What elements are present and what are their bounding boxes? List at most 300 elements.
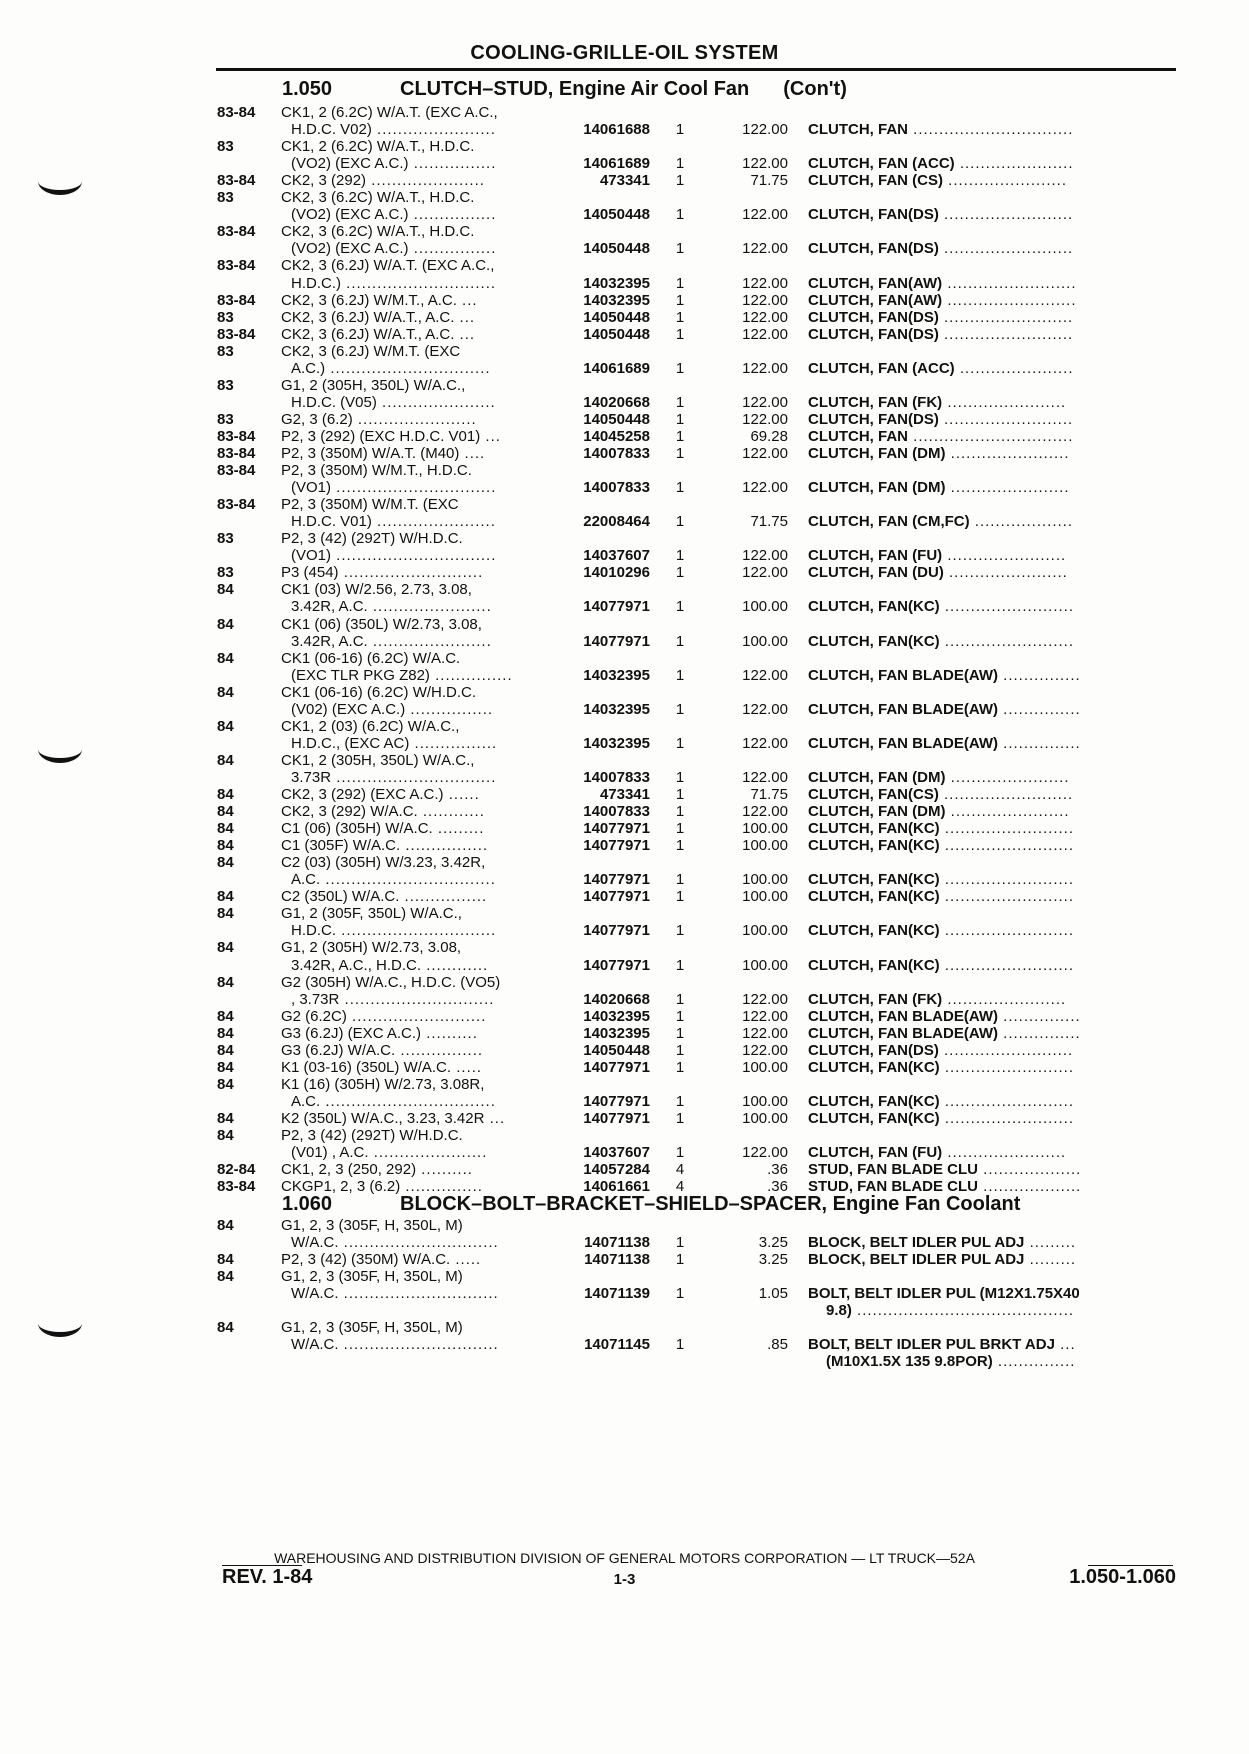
application	[281, 752, 474, 769]
price: 122.00	[742, 206, 788, 224]
price: 122.00	[742, 803, 788, 821]
model-year: 84	[217, 1024, 234, 1042]
description	[808, 701, 1081, 718]
description	[808, 121, 1073, 138]
leader-dots: ...................	[969, 513, 1073, 531]
application	[281, 939, 461, 956]
model-year: 83	[217, 308, 234, 326]
application	[291, 547, 496, 564]
leader-dots: ...............................	[331, 768, 497, 786]
application	[281, 1127, 463, 1144]
leader-dots: ...	[456, 291, 478, 309]
application	[291, 633, 492, 650]
description	[808, 1285, 1080, 1302]
description	[826, 1353, 1075, 1370]
application	[281, 1076, 484, 1093]
model-year: 83-84	[217, 223, 256, 241]
application-text: CK1, 2 (305H, 350L) W/A.C.,	[281, 751, 475, 769]
description-text: CLUTCH, FAN(DS)	[808, 410, 939, 428]
description-text: CLUTCH, FAN	[808, 121, 908, 139]
application-text: CK1 (06) (350L) W/2.73, 3.08,	[281, 615, 482, 633]
description-text: CLUTCH, FAN (ACC)	[808, 359, 955, 377]
leader-dots: ...	[454, 325, 476, 343]
quantity: 1	[675, 291, 685, 309]
model-year: 84	[217, 1217, 234, 1234]
footer-division-text: WAREHOUSING AND DISTRIBUTION DIVISION OF GENERAL MOTORS CORPORATION — LT TRUCK—52A	[274, 1550, 975, 1566]
leader-dots: ................	[399, 888, 488, 906]
quantity: 1	[675, 155, 685, 173]
application	[281, 1025, 478, 1042]
leader-dots: .........................	[938, 325, 1074, 343]
quantity: 1	[675, 803, 685, 821]
application-text: 3.42R, A.C.	[291, 598, 368, 616]
description	[808, 667, 1081, 684]
description	[808, 309, 1073, 326]
leader-dots: ..........	[416, 1161, 473, 1179]
quantity: 1	[675, 871, 685, 889]
description	[808, 1144, 1066, 1161]
leader-dots: .......................	[945, 479, 1070, 497]
application	[291, 1234, 499, 1251]
part-number: 14077971	[583, 820, 650, 838]
leader-dots: ......	[443, 786, 480, 803]
application-text: G1, 2 (305F, 350L) W/A.C.,	[281, 905, 462, 923]
application-text: P2, 3 (292) (EXC H.D.C. V01)	[281, 427, 481, 445]
leader-dots: ...	[480, 427, 501, 445]
leader-dots: ..............................	[338, 1234, 499, 1252]
application	[281, 1059, 482, 1076]
part-number: 22008464	[583, 513, 650, 531]
description	[808, 445, 1070, 462]
quantity: 1	[675, 598, 685, 616]
description	[808, 837, 1074, 854]
description-text: CLUTCH, FAN (ACC)	[808, 155, 955, 173]
model-year: 84	[217, 1109, 234, 1127]
leader-dots: ...............................	[908, 121, 1074, 139]
leader-dots: .........................	[938, 206, 1074, 224]
leader-dots: .............................	[341, 274, 497, 292]
application	[281, 530, 463, 547]
application	[291, 121, 496, 138]
part-number: 14007833	[583, 768, 650, 786]
description-text: CLUTCH, FAN BLADE(AW)	[808, 734, 998, 752]
price: 100.00	[742, 1092, 788, 1110]
application-text: H.D.C.	[291, 922, 336, 940]
quantity: 1	[675, 1144, 685, 1162]
price: 122.00	[742, 1007, 788, 1025]
quantity: 1	[675, 632, 685, 650]
description-text: BLOCK, BELT IDLER PUL ADJ	[808, 1234, 1025, 1252]
description	[808, 1161, 1081, 1178]
application-text: H.D.C., (EXC AC)	[291, 734, 410, 752]
application	[281, 974, 500, 991]
application-text: H.D.C. V01)	[291, 513, 372, 531]
quantity: 4	[675, 1178, 685, 1196]
leader-dots: .................................	[320, 871, 496, 889]
model-year: 83	[217, 564, 234, 582]
description-text: CLUTCH, FAN (CM,FC)	[808, 513, 970, 531]
description	[808, 1110, 1074, 1127]
application-text: CK2, 3 (6.2J) W/A.T., A.C.	[281, 308, 455, 326]
leader-dots: .......................	[352, 410, 477, 428]
leader-dots: .........................	[939, 1092, 1075, 1110]
description-text: STUD, FAN BLADE CLU	[808, 1178, 978, 1196]
leader-dots: ...	[1054, 1336, 1076, 1354]
section-heading	[282, 78, 847, 101]
part-number: 14077971	[583, 1109, 650, 1127]
leader-dots: .........................	[938, 1041, 1074, 1059]
description	[808, 1234, 1076, 1251]
model-year: 83	[217, 530, 234, 548]
leader-dots: .........................	[939, 922, 1075, 940]
application	[291, 667, 513, 684]
leader-dots: ......................	[954, 359, 1074, 377]
application	[281, 616, 482, 633]
leader-dots: ...............................	[331, 479, 497, 497]
application-text: C1 (06) (305H) W/A.C.	[281, 820, 433, 838]
application	[281, 343, 460, 360]
application-text: (V01) , A.C.	[291, 1144, 369, 1162]
application	[291, 735, 497, 752]
application	[281, 684, 476, 701]
application-text: G1, 2 (305H) W/2.73, 3.08,	[281, 939, 462, 957]
description	[808, 871, 1074, 888]
application	[291, 957, 488, 974]
model-year: 83	[217, 342, 234, 360]
quantity: 1	[675, 547, 685, 565]
leader-dots: .........................	[939, 888, 1075, 906]
model-year: 84	[217, 888, 234, 906]
price: 71.75	[750, 513, 788, 531]
quantity: 1	[675, 922, 685, 940]
application	[281, 1110, 505, 1127]
leader-dots: ................	[405, 700, 494, 718]
description	[808, 206, 1073, 223]
quantity: 1	[675, 666, 685, 684]
application-text: CK2, 3 (292) (EXC A.C.)	[281, 786, 444, 803]
application	[281, 411, 477, 428]
model-year: 83	[217, 410, 234, 428]
application-text: CK2, 3 (6.2J) W/A.T. (EXC A.C.,	[281, 257, 495, 275]
application-text: CK2, 3 (6.2C) W/A.T., H.D.C.	[281, 189, 475, 207]
price: 122.00	[742, 410, 788, 428]
description	[808, 564, 1068, 581]
description	[808, 991, 1066, 1008]
application	[281, 462, 472, 479]
part-number: 14020668	[583, 393, 650, 411]
quantity: 1	[675, 1058, 685, 1076]
price: 100.00	[742, 598, 788, 616]
application-text: G1, 2 (305H, 350L) W/A.C.,	[281, 376, 466, 394]
part-number: 14071145	[584, 1336, 650, 1354]
model-year: 84	[217, 1268, 234, 1286]
application-text: CK1 (06-16) (6.2C) W/H.D.C.	[281, 683, 477, 701]
leader-dots: .......................	[942, 990, 1067, 1008]
description-text: STUD, FAN BLADE CLU	[808, 1161, 978, 1179]
leader-dots: .........................	[938, 308, 1074, 326]
quantity: 1	[675, 1041, 685, 1059]
price: .36	[767, 1161, 788, 1179]
part-number: 14071139	[584, 1285, 650, 1303]
description-text: CLUTCH, FAN(DS)	[808, 325, 939, 343]
leader-dots: ...................	[978, 1161, 1082, 1179]
part-number: 14077971	[583, 888, 650, 906]
quantity: 1	[675, 121, 685, 139]
application	[291, 1285, 499, 1302]
application-text: CK1 (03) W/2.56, 2.73, 3.08,	[281, 581, 472, 599]
part-number: 14077971	[583, 632, 650, 650]
description	[808, 922, 1074, 939]
leader-dots: ................	[400, 837, 489, 855]
application-text: C2 (03) (305H) W/3.23, 3.42R,	[281, 854, 486, 872]
description-text: CLUTCH, FAN(KC)	[808, 1058, 940, 1076]
application	[281, 564, 483, 581]
description-text: CLUTCH, FAN (CS)	[808, 172, 943, 190]
leader-dots: .......................	[367, 598, 492, 616]
price: 122.00	[742, 393, 788, 411]
leader-dots: ............	[417, 803, 485, 821]
quantity: 1	[675, 768, 685, 786]
quantity: 1	[675, 410, 685, 428]
leader-dots: ..............................	[338, 1336, 499, 1354]
application	[281, 1217, 463, 1234]
description-text: CLUTCH, FAN(CS)	[808, 786, 939, 803]
leader-dots: .........	[432, 820, 485, 838]
application-text: P2, 3 (350M) W/M.T., H.D.C.	[281, 462, 472, 480]
description	[808, 547, 1066, 564]
application-text: H.D.C.)	[291, 274, 341, 292]
description-text: CLUTCH, FAN (FK)	[808, 990, 943, 1008]
leader-dots: .....	[450, 1251, 482, 1269]
leader-dots: ...	[454, 308, 476, 326]
leader-dots: .......................	[945, 445, 1070, 462]
price: 100.00	[742, 922, 788, 940]
application	[291, 922, 496, 939]
page-title: COOLING-GRILLE-OIL SYSTEM	[470, 42, 779, 64]
part-number: 14032395	[583, 1007, 650, 1025]
application-text: CK2, 3 (6.2J) W/M.T. (EXC	[281, 342, 461, 360]
application	[281, 718, 459, 735]
application-text: W/A.C.	[291, 1234, 339, 1252]
price: 122.00	[742, 564, 788, 582]
leader-dots: ..........................................	[851, 1302, 1075, 1320]
application	[291, 598, 492, 615]
description-text: CLUTCH, FAN (FU)	[808, 1144, 943, 1162]
application-text: K2 (350L) W/A.C., 3.23, 3.42R	[281, 1109, 485, 1127]
description-text: CLUTCH, FAN(KC)	[808, 632, 940, 650]
price: 122.00	[742, 990, 788, 1008]
leader-dots: .........................	[938, 410, 1074, 428]
table-row	[0, 1353, 1249, 1372]
leader-dots: ....	[459, 445, 486, 462]
price: 100.00	[742, 632, 788, 650]
model-year: 83-84	[217, 291, 256, 309]
application-text: CK2, 3 (6.2J) W/M.T., A.C.	[281, 291, 457, 309]
price: .85	[767, 1336, 788, 1354]
part-number: 14032395	[583, 666, 650, 684]
description-text: CLUTCH, FAN(KC)	[808, 871, 940, 889]
section-title: BLOCK–BOLT–BRACKET–SHIELD–SPACER, Engine Fan Coolant	[400, 1193, 1021, 1215]
leader-dots: ..............................	[338, 1285, 499, 1303]
model-year: 83-84	[217, 445, 256, 462]
application	[291, 275, 496, 292]
application	[291, 991, 494, 1008]
leader-dots: ...............................	[331, 547, 497, 565]
model-year: 84	[217, 786, 234, 803]
application	[281, 1319, 463, 1336]
application	[281, 650, 460, 667]
section-range: 1.050-1.060	[1069, 1566, 1176, 1588]
description-text: CLUTCH, FAN(AW)	[808, 291, 943, 309]
description-text: CLUTCH, FAN (DM)	[808, 803, 946, 821]
quantity: 1	[675, 206, 685, 224]
application-text: K1 (16) (305H) W/2.73, 3.08R,	[281, 1075, 485, 1093]
model-year: 84	[217, 1007, 234, 1025]
price: 122.00	[742, 547, 788, 565]
price: 100.00	[742, 888, 788, 906]
leader-dots: ................	[408, 155, 497, 173]
model-year: 83-84	[217, 104, 256, 121]
application-text: (VO2) (EXC A.C.)	[291, 155, 409, 173]
leader-dots: ...............	[997, 734, 1081, 752]
application	[291, 360, 491, 377]
quantity: 1	[675, 445, 685, 462]
part-number: 14071138	[584, 1234, 650, 1252]
application	[281, 138, 474, 155]
price: 122.00	[742, 240, 788, 258]
price: 122.00	[742, 325, 788, 343]
part-number: 14020668	[583, 990, 650, 1008]
description-text: CLUTCH, FAN (FK)	[808, 393, 943, 411]
leader-dots: ......................	[368, 1144, 488, 1162]
application-text: CK2, 3 (6.2J) W/A.T., A.C.	[281, 325, 455, 343]
description	[808, 1059, 1074, 1076]
application-text: C2 (350L) W/A.C.	[281, 888, 400, 906]
application-text: K1 (03-16) (350L) W/A.C.	[281, 1058, 452, 1076]
price: 71.75	[750, 172, 788, 190]
leader-dots: ......................	[954, 155, 1074, 173]
part-number: 14050448	[583, 308, 650, 326]
application	[281, 854, 485, 871]
application	[281, 1251, 481, 1268]
model-year: 84	[217, 1319, 234, 1337]
description-text: CLUTCH, FAN(KC)	[808, 956, 940, 974]
price: 3.25	[758, 1251, 788, 1269]
application	[291, 155, 496, 172]
description-text: CLUTCH, FAN(DS)	[808, 206, 939, 224]
application-text: CK1, 2 (6.2C) W/A.T. (EXC A.C.,	[281, 104, 498, 121]
model-year: 84	[217, 1127, 234, 1144]
model-year: 83-84	[217, 496, 256, 514]
application-text: (VO1)	[291, 479, 332, 497]
section-number: 1.050	[282, 78, 333, 100]
application-text: (VO2) (EXC A.C.)	[291, 240, 409, 258]
leader-dots: .......................	[945, 768, 1070, 786]
price: 122.00	[742, 1041, 788, 1059]
application-text: P2, 3 (42) (292T) W/H.D.C.	[281, 1127, 463, 1144]
application	[281, 292, 478, 309]
part-number: 14061688	[583, 121, 650, 139]
quantity: 1	[675, 1024, 685, 1042]
application	[291, 240, 496, 257]
description	[808, 786, 1073, 803]
part-number: 14061661	[583, 1178, 650, 1196]
application	[281, 820, 484, 837]
part-number: 473341	[599, 172, 650, 190]
quantity: 4	[675, 1161, 685, 1179]
leader-dots: ..........	[421, 1024, 478, 1042]
description-text: CLUTCH, FAN (DM)	[808, 768, 946, 786]
application-text: P3 (454)	[281, 564, 339, 582]
leader-dots: .......................	[367, 632, 492, 650]
part-number: 14032395	[583, 1024, 650, 1042]
application	[291, 1144, 487, 1161]
part-number: 14050448	[583, 410, 650, 428]
description	[808, 957, 1074, 974]
quantity: 1	[675, 1109, 685, 1127]
model-year: 83-84	[217, 257, 256, 275]
application-text: G2 (305H) W/A.C., H.D.C. (VO5)	[281, 973, 501, 991]
price: 100.00	[742, 820, 788, 838]
quantity: 1	[675, 274, 685, 292]
price: 100.00	[742, 1058, 788, 1076]
quantity: 1	[675, 513, 685, 531]
description-text: CLUTCH, FAN (DU)	[808, 564, 944, 582]
quantity: 1	[675, 393, 685, 411]
description	[808, 803, 1070, 820]
application-text: , 3.73R	[291, 990, 340, 1008]
application-text: (VO2) (EXC A.C.)	[291, 206, 409, 224]
price: 122.00	[742, 666, 788, 684]
part-number: 14010296	[583, 564, 650, 582]
leader-dots: ...............	[400, 1178, 483, 1196]
part-number: 14061689	[583, 359, 650, 377]
quantity: 1	[675, 1251, 685, 1269]
description	[808, 275, 1077, 292]
header-rule	[216, 68, 1176, 71]
description-text: CLUTCH, FAN(DS)	[808, 308, 939, 326]
quantity: 1	[675, 1285, 685, 1303]
description-text: CLUTCH, FAN(KC)	[808, 922, 940, 940]
application	[281, 905, 462, 922]
leader-dots: .........................	[939, 1109, 1075, 1127]
price: 122.00	[742, 734, 788, 752]
part-number: 14032395	[583, 700, 650, 718]
price: 69.28	[750, 427, 788, 445]
price: 122.00	[742, 274, 788, 292]
description	[808, 360, 1074, 377]
model-year: 84	[217, 837, 234, 855]
model-year: 84	[217, 1058, 234, 1076]
description	[808, 172, 1067, 189]
description	[808, 155, 1074, 172]
part-number: 14077971	[583, 837, 650, 855]
leader-dots: .........	[1024, 1251, 1077, 1269]
model-year: 83-84	[217, 325, 256, 343]
model-year: 83-84	[217, 1178, 256, 1196]
quantity: 1	[675, 990, 685, 1008]
part-number: 14032395	[583, 291, 650, 309]
application	[281, 496, 459, 513]
leader-dots: .........................	[939, 1058, 1075, 1076]
leader-dots: ...............	[997, 700, 1081, 718]
model-year: 84	[217, 649, 234, 667]
part-number: 14077971	[583, 956, 650, 974]
leader-dots: ...	[484, 1109, 506, 1127]
application-text: CK2, 3 (292)	[281, 172, 367, 190]
application	[281, 445, 485, 462]
quantity: 1	[675, 786, 685, 803]
